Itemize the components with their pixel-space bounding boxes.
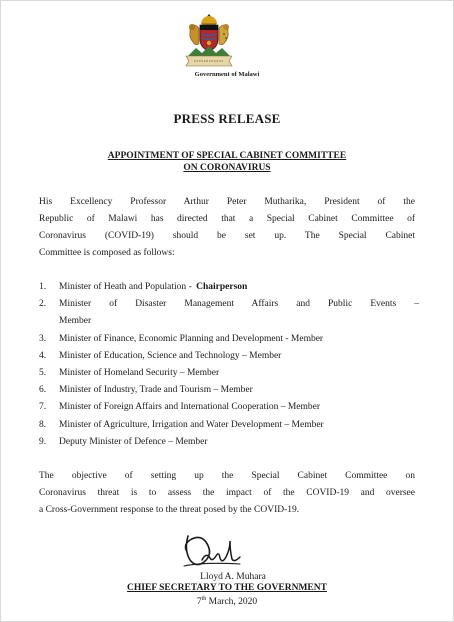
signatory-title: CHIEF SECRETARY TO THE GOVERNMENT [127,583,327,593]
list-item-text: Member [59,316,92,327]
list-item-number: 7. [39,402,47,413]
list-item-text: Minister of Education, Science and Technology – Member [59,350,282,361]
closing-line-3: a Cross-Government response to the threat posed by the COVID-19. [39,505,300,515]
list-item-number: 6. [39,385,47,396]
list-item-number: 2. [39,299,47,310]
list-item-number: 9. [39,436,47,447]
list-item-text: Minister of Disaster Management Affairs and Public Events – [59,299,419,310]
intro-line-4: Committee is composed as follows: [39,248,175,258]
list-item [39,434,419,451]
closing-line-1: The objective of setting up the Special Cabinet Committee on [39,471,415,481]
handwritten-signature-icon [178,530,248,574]
intro-line-2: Republic of Malawi has directed that a Special Cabinet Committee of [39,214,415,224]
list-item-text: Minister of Agriculture, Irrigation and Water Development – Member [59,419,324,430]
subject-line-2: ON CORONAVIRUS [183,163,271,173]
chairperson-label: Chairperson [196,282,248,292]
list-item [39,331,419,348]
release-date: 7th March, 2020 [196,596,258,608]
coat-of-arms-icon [180,12,238,70]
list-item-text: Minister of Heath and Population [59,282,187,292]
list-item-number: 8. [39,419,47,430]
list-item [39,348,419,365]
intro-line-3: Coronavirus (COVID-19) should be set up. The Special Cabinet [39,231,415,241]
list-item-number: 3. [39,333,47,344]
intro-line-1: His Excellency Professor Arthur Peter Mutharika, President of the [39,197,415,207]
list-item [39,365,419,382]
list-item: 1. Minister of Heath and Population - Chairperson [39,279,419,296]
list-item-text: Minister of Industry, Trade and Tourism – Member [59,385,253,396]
document-title: PRESS RELEASE [173,111,281,126]
list-item-text: Minister of Finance, Economic Planning and Development - Member [59,333,324,344]
committee-member-list [39,279,419,451]
list-item-text: Minister of Foreign Affairs and International Cooperation – Member [59,402,321,413]
government-of-malawi-caption: Government of Malawi [194,71,260,78]
list-item-number: 5. [39,368,47,379]
list-item [39,417,419,434]
list-item-number: 4. [39,350,47,361]
closing-line-2: Coronavirus threat is to assess the impact of the COVID-19 and oversee [39,488,415,498]
subject-line-1: APPOINTMENT OF SPECIAL CABINET COMMITTEE [107,151,347,161]
list-item-text: Minister of Homeland Security – Member [59,368,220,379]
list-item-continuation [39,313,419,330]
signatory-name: Lloyd A. Muhara [200,572,266,582]
list-item [39,399,419,416]
list-item [39,382,419,399]
list-item-text: Deputy Minister of Defence – Member [59,436,208,447]
list-item [39,296,419,313]
list-item-number: 1. [39,282,47,292]
